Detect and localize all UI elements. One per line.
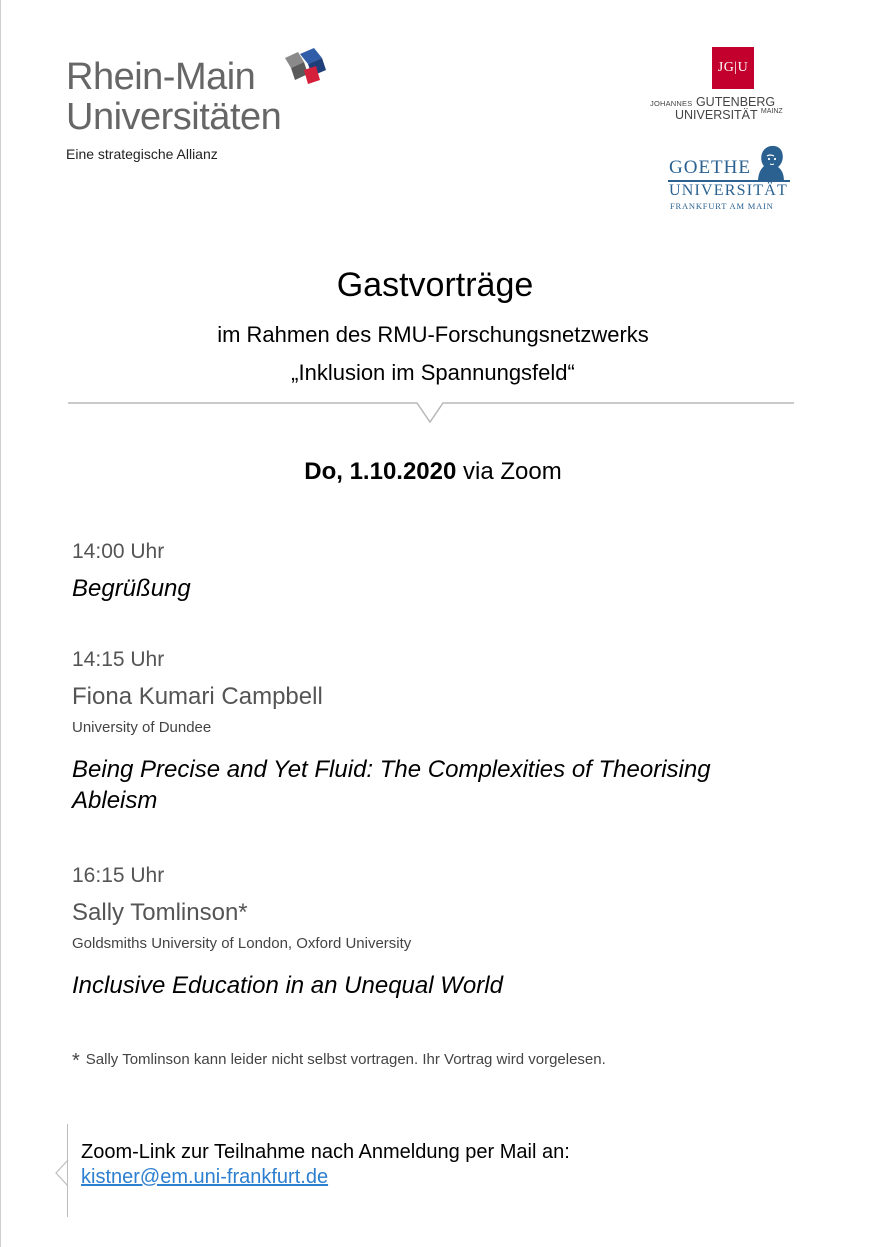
program-time-1: 14:00 Uhr [72, 540, 165, 563]
rmu-logo-tagline: Eine strategische Allianz [66, 146, 218, 162]
program-title-1: Begrüßung [72, 575, 191, 602]
event-location: via Zoom [463, 458, 562, 485]
page-edge [0, 0, 1, 1247]
jgu-logo-line1 [650, 95, 795, 109]
footnote-text: Sally Tomlinson kann leider nicht selbst vortragen. Ihr Vortrag wird vorgelesen. [85, 1051, 606, 1068]
program-title-2-line2: Ableism [72, 787, 158, 814]
program-title-2-line1: Being Precise and Yet Fluid: The Complexities of Theorising [72, 756, 711, 783]
goethe-logo-line1: GOETHE [669, 157, 751, 178]
program-affiliation-3: Goldsmiths University of London, Oxford University [72, 935, 412, 952]
page-title: Gastvorträge [336, 266, 534, 304]
jgu-logo-mainz: MAINZ [760, 108, 783, 115]
event-date-line [0, 458, 866, 486]
footnote [72, 1050, 606, 1073]
program-title-3: Inclusive Education in an Unequal World [72, 972, 503, 999]
jgu-logo-johannes: JOHANNES [650, 99, 693, 108]
zoom-info-text: Zoom-Link zur Teilnahme nach Anmeldung per Mail an: [81, 1141, 570, 1163]
page-subtitle: im Rahmen des RMU-Forschungsnetzwerks [217, 322, 649, 347]
goethe-portrait-icon [750, 142, 790, 182]
program-time-3: 16:15 Uhr [72, 864, 165, 887]
goethe-logo-line2: UNIVERSITÄT [669, 182, 788, 199]
zoom-info-pointer-icon [55, 1160, 69, 1186]
header-divider [68, 400, 794, 426]
jgu-logo-mark: JG|U [712, 47, 754, 89]
program-affiliation-2: University of Dundee [72, 719, 212, 736]
rmu-logo [60, 48, 328, 168]
jgu-logo-line2 [675, 108, 783, 122]
page-subtitle-network: „Inklusion im Spannungsfeld“ [291, 360, 575, 385]
jgu-logo-gutenberg: GUTENBERG [695, 95, 776, 109]
goethe-logo-line3: FRANKFURT AM MAIN [670, 201, 774, 211]
rmu-logo-line1: Rhein-Main [66, 56, 256, 98]
event-date: Do, 1.10.2020 [304, 458, 457, 485]
rmu-logo-line2: Universitäten [66, 96, 282, 138]
program-time-2: 14:15 Uhr [72, 648, 165, 671]
rmu-logo-mark-icon [282, 48, 328, 88]
program-speaker-3: Sally Tomlinson* [72, 899, 248, 926]
footnote-star: * [72, 1050, 80, 1072]
zoom-email-link[interactable]: kistner@em.uni-frankfurt.de [81, 1166, 329, 1188]
program-speaker-2: Fiona Kumari Campbell [72, 683, 323, 710]
jgu-logo-universitaet: UNIVERSITÄT [675, 108, 758, 122]
